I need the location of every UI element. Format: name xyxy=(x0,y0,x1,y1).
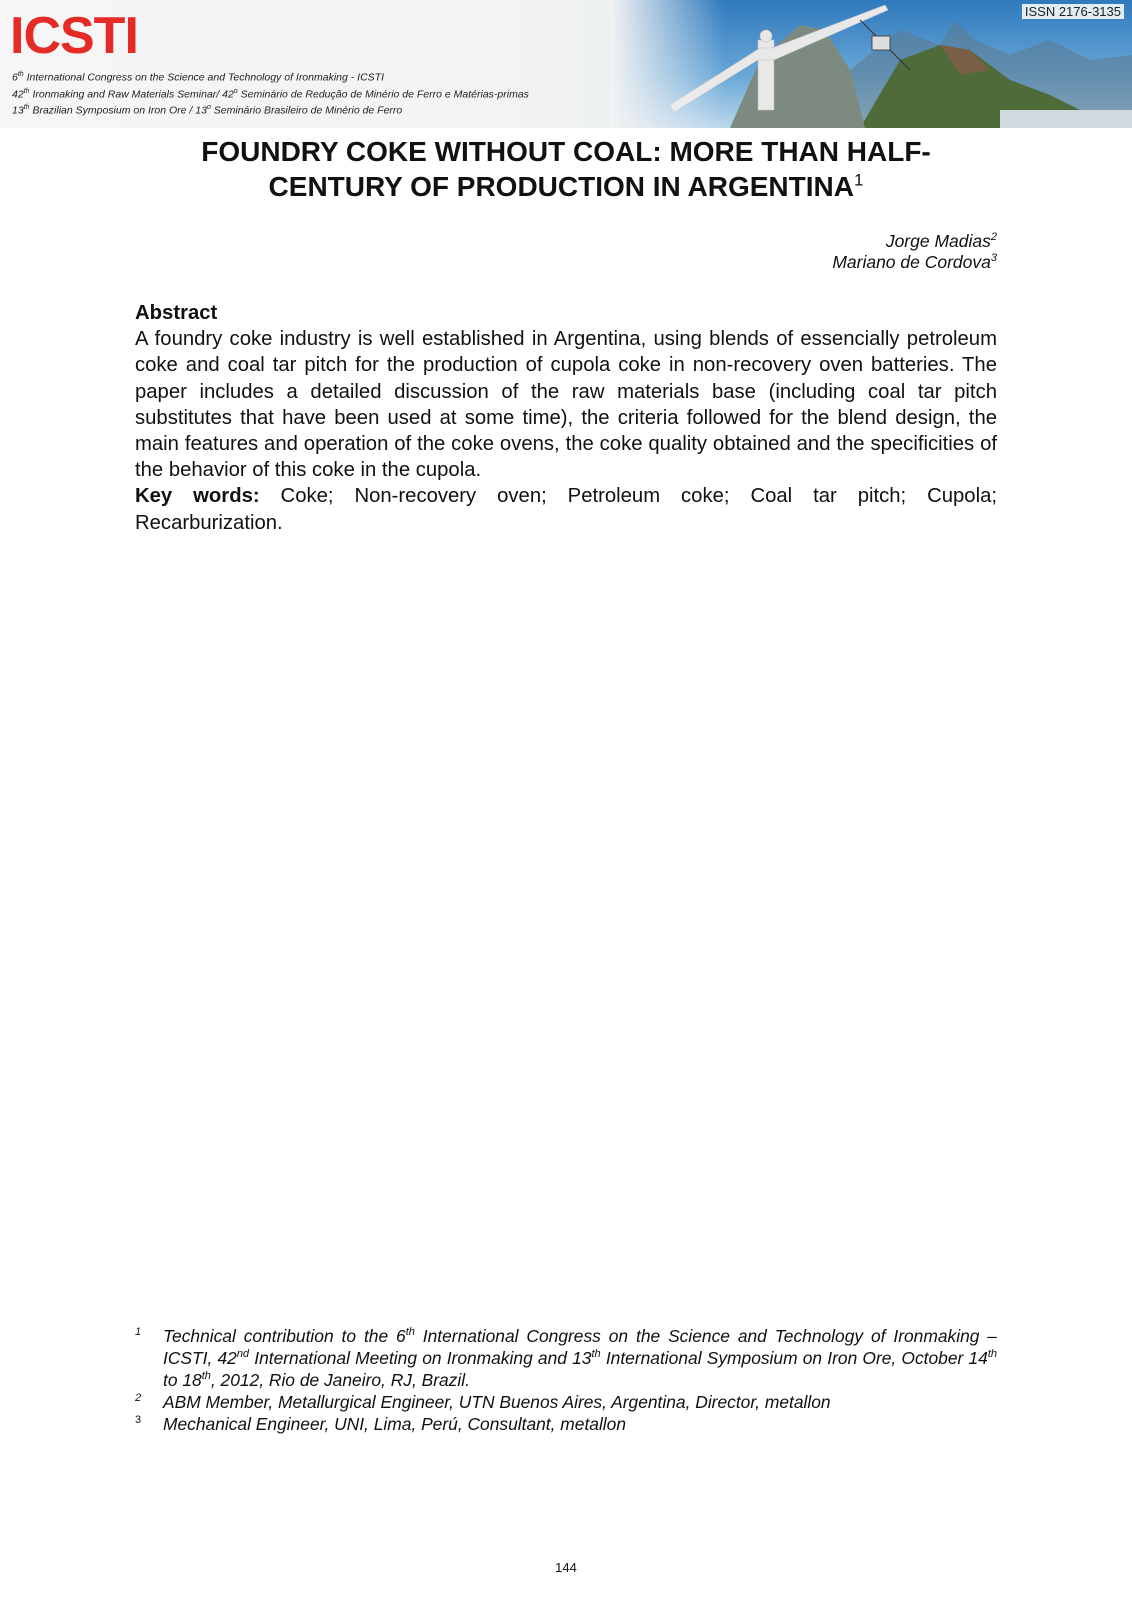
footnote-number: 3 xyxy=(135,1414,142,1426)
author-1: Jorge Madias$^2$ xyxy=(885,231,997,251)
issn-label: ISSN 2176-3135 xyxy=(1022,4,1124,19)
conference-names xyxy=(12,68,529,118)
icsti-logo: ICSTI xyxy=(10,7,138,65)
footnotes xyxy=(135,1325,997,1435)
author-list xyxy=(832,231,997,273)
conference-line-3: 13th Brazilian Symposium on Iron Ore / 13$^o$ Seminário Brasileiro de Minério de Ferro xyxy=(12,104,403,117)
footnote-number: 1 xyxy=(135,1326,142,1338)
author-2: Mariano de Cordova$^3$ xyxy=(832,252,997,272)
keywords-label: Key words: xyxy=(135,485,260,508)
keywords-text: Coke; Non-recovery oven; Petroleum coke; Coal tar pitch; Cupola; Recarburization. xyxy=(135,485,997,534)
paper-title xyxy=(135,134,997,204)
page-number: 144 xyxy=(555,1560,577,1575)
abstract-section xyxy=(135,300,997,536)
abstract-heading: Abstract xyxy=(135,302,218,324)
title-line-1: FOUNDRY COKE WITHOUT COAL: MORE THAN HALF- xyxy=(201,136,931,167)
footnote-2: 2 ABM Member, Metallurgical Engineer, UTN Buenos Aires, Argentina, Director, metallon xyxy=(135,1391,997,1413)
abstract-text: A foundry coke industry is well established in Argentina, using blends of essencially petroleum coke and coal tar pitch for the production of cupola coke in non-recovery oven batteries. The paper includes a detailed discussion of the raw materials base (including coal tar pitch substitutes that have been used at some time), the criteria followed for the blend design, the main features and operation of the coke ovens, the coke quality obtained and the specificities of the behavior of this coke in the cupola. xyxy=(135,328,997,482)
title-footnote-mark: 1 xyxy=(853,170,864,190)
title-line-2: CENTURY OF PRODUCTION IN ARGENTINA$^1$ xyxy=(268,170,864,202)
footnote-3: 3 Mechanical Engineer, UNI, Lima, Perú, Consultant, metallon xyxy=(135,1413,997,1435)
conference-banner xyxy=(0,0,1132,128)
conference-line-2: 42th Ironmaking and Raw Materials Seminar/ 42$^o$ Seminário de Redução de Minério de Ferro e Matérias-primas xyxy=(12,87,529,100)
rio-landscape-image xyxy=(610,0,1132,128)
footnote-1: 1 Technical contribution to the 6th International Congress on the Science and Technology of Ironmaking – ICSTI, 42nd International Meeting on Ironmaking and 13th International Symposium on Iron Ore, October 14th to 18th, 2012, Rio de Janeiro, RJ, Brazil. xyxy=(135,1325,997,1391)
keywords xyxy=(135,483,997,535)
footnote-number: 2 xyxy=(135,1392,142,1404)
conference-line-1: 6th International Congress on the Science and Technology of Ironmaking - ICSTI xyxy=(12,71,385,84)
